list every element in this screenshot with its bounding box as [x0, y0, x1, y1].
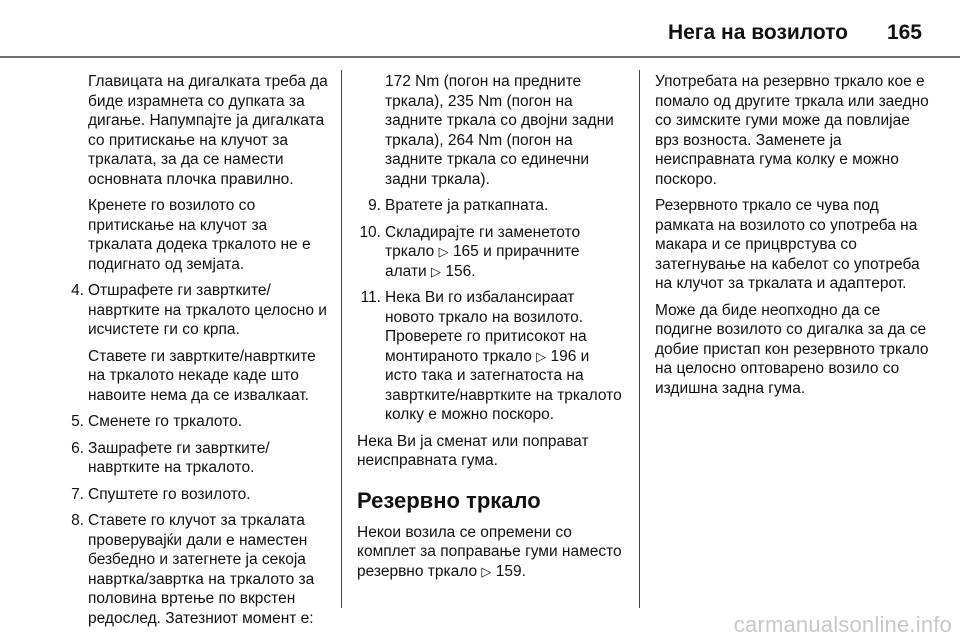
list-text	[385, 223, 625, 282]
list-number: 8.	[71, 512, 84, 529]
step-continuation-1: Главицата на дигалката треба да биде израмнета со дупката за дигање. Напумпајте ја дигалката со притискање на клучот за тркалата, за да се намести основната плочка правилно.	[88, 73, 328, 188]
section-heading: Резервно тркало	[357, 487, 541, 513]
page-reference-icon: ▷	[481, 563, 492, 579]
list-text: Вратете ја раткапната.	[385, 197, 549, 214]
list-text-part: и исто така и затегнатоста на завртките/навртките на тркалото колку е можно поскоро.	[385, 347, 622, 423]
column-divider-right	[639, 70, 640, 608]
list-text-part: Нека Ви го избалансираат новото тркало на возилото. Проверете го притисокот на монтираното тркало	[385, 289, 587, 365]
list-number: 7.	[71, 485, 84, 503]
list-text: Зашрафете ги завртките/ навртките на тркалото.	[88, 439, 270, 476]
paragraph: Може да биде неопходно да се подигне возилото со дигалка за да се добие пристап кон резервното тркало на целосно оптоварено возило со издишна задна гума.	[655, 301, 929, 397]
header-rule	[0, 56, 960, 58]
list-item-6	[60, 439, 332, 478]
page-reference-icon: ▷	[438, 244, 449, 259]
list-number: 5.	[71, 413, 84, 430]
list-item-7	[60, 485, 332, 505]
list-text: Ставете го клучот за тркалата проверувајќи дали е наместен безбедно и затегнете ја секоја навртка/завртка на тркалото за половина вртење по вкрстен редослед. Затезниот момент е:	[88, 512, 315, 627]
step-continuation-2: Кренете го возилото со притискање на клучот за тркалата додека тркалото не е подигнато од земјата.	[88, 197, 311, 273]
page-reference-icon: ▷	[431, 263, 442, 279]
list-number: 10.	[359, 223, 381, 241]
list-item-10	[357, 223, 625, 282]
page-reference-link[interactable]: 156.	[445, 262, 476, 280]
column-middle	[357, 72, 625, 588]
list-item-4-note: Ставете ги завртките/навртките на тркалото некаде каде што навоите нема да се извалкаат.	[88, 347, 316, 404]
list-text	[385, 288, 625, 425]
page-reference-link[interactable]: 165	[452, 243, 479, 260]
column-right	[655, 72, 931, 405]
paragraph: Резервното тркало се чува под рамката на возилото со употреба на макара и се прицврстува со затегнување на кабелот со употреба на клучот за тркалата и адаптерот.	[655, 197, 920, 292]
page-title: Нега на возилото	[667, 21, 848, 44]
paragraph: Нека Ви ја сменат или поправат неисправната гума.	[357, 432, 589, 469]
watermark: carmanualsonline.info	[733, 612, 952, 637]
list-text-part: и прирачните алати	[385, 243, 580, 280]
list-number: 9.	[368, 197, 381, 214]
list-text: Отшрафете ги завртките/ навртките на тркалото целосно и исчистете ги со крпа.	[88, 282, 327, 338]
page-reference-link[interactable]: 196	[550, 347, 577, 365]
column-left	[60, 72, 332, 635]
paragraph-text: Некои возила се опремени со комплет за поправање гуми наместо резервно тркало	[357, 523, 622, 580]
page-reference-link[interactable]: 159.	[495, 562, 526, 580]
list-item-5	[60, 412, 332, 432]
list-text-part: Складирајте ги заменетото тркало	[385, 223, 581, 260]
list-text: Сменете го тркалото.	[88, 413, 243, 430]
torque-values: 172 Nm (погон на предните тркала), 235 Nm (погон на задните тркала со двојни задни тркала), 264 Nm (погон на задните тркала со единечни задни тркала).	[385, 73, 614, 188]
list-text: Спуштете го возилото.	[88, 485, 251, 503]
page-reference-icon: ▷	[536, 348, 547, 364]
list-item-9	[357, 196, 625, 216]
column-divider-left	[341, 70, 342, 608]
list-item-8	[60, 511, 332, 628]
page-header	[0, 12, 960, 52]
list-number: 6.	[71, 439, 84, 457]
paragraph: Употребата на резервно тркало кое е помало од другите тркала или заедно со зимските гуми може да повлијае врз возноста. Заменете ја неисправната гума колку е можно поскоро.	[655, 73, 929, 188]
list-item-11	[357, 288, 625, 425]
list-number: 4.	[71, 282, 84, 299]
list-number: 11.	[360, 289, 381, 306]
page-number: 165	[886, 21, 922, 44]
paragraph	[357, 523, 625, 582]
list-item-4	[60, 281, 332, 340]
